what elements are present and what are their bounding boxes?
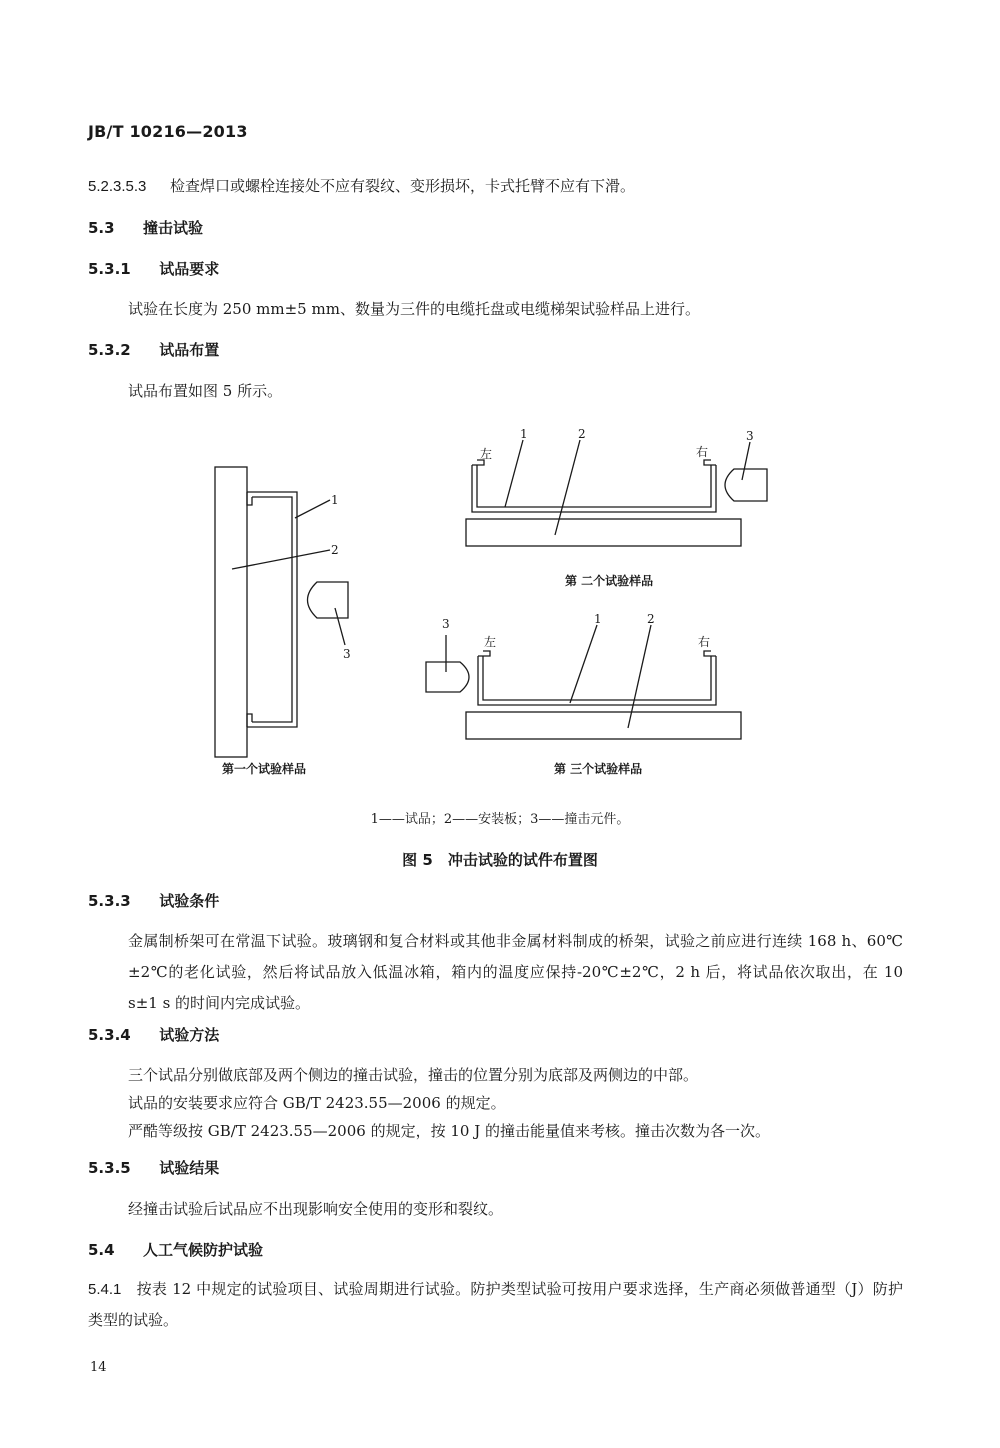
specimen-3-outer	[478, 656, 716, 705]
leader-2-2	[555, 440, 580, 535]
striker-3	[426, 662, 469, 692]
specimen-1-outer	[247, 492, 297, 727]
paragraph-5-3-3: 金属制桥架可在常温下试验。玻璃钢和复合材料或其他非金属材料制成的桥架，试验之前应进行连续 168 h、60℃±2℃的老化试验，然后将试品放入低温冰箱，箱内的温度应保持-20℃±2℃，2 h 后，将试品依次取出，在 10 s±1 s 的时间内完成试验。	[128, 932, 903, 1012]
heading-number: 5.3.5	[88, 1159, 131, 1177]
leader-1-1	[295, 500, 330, 518]
caption-first-sample: 第一个试验样品	[222, 762, 307, 776]
label-1-sample-3: 1	[594, 612, 602, 626]
label-1-sample-2: 1	[520, 427, 528, 441]
clause-5-2-3-5-3	[88, 175, 635, 196]
paragraph-5-3-5: 经撞击试验后试品应不出现影响安全使用的变形和裂纹。	[128, 1200, 504, 1218]
heading-5-3-5	[88, 1157, 219, 1178]
clause-5-4-1	[88, 1274, 903, 1336]
caption-second-sample: 第 二个试验样品	[565, 574, 654, 588]
label-left-sample-2: 左	[480, 447, 493, 461]
specimen-3-right-lip	[704, 651, 716, 656]
striker-2	[725, 469, 767, 501]
leader-3-1	[570, 625, 597, 703]
striker-1	[308, 582, 349, 618]
heading-title: 试验结果	[159, 1159, 220, 1177]
mounting-plate-2	[466, 519, 741, 546]
method-line-3: 严酷等级按 GB/T 2423.55—2006 的规定，按 10 J 的撞击能量值来考核。撞击次数为各一次。	[128, 1122, 770, 1140]
method-line-1: 三个试品分别做底部及两个侧边的撞击试验，撞击的位置分别为底部及两侧边的中部。	[128, 1066, 699, 1084]
standard-code: JB/T 10216—2013	[88, 122, 248, 141]
clause-number: 5.4.1	[88, 1281, 122, 1298]
heading-5-3-4	[88, 1024, 219, 1045]
specimen-1-bottom-lip	[247, 714, 252, 727]
label-3-sample-1: 3	[343, 647, 351, 661]
heading-title: 人工气候防护试验	[143, 1241, 264, 1259]
method-line-2: 试品的安装要求应符合 GB/T 2423.55—2006 的规定。	[128, 1094, 506, 1112]
label-2-sample-2: 2	[578, 427, 586, 441]
leader-2-1	[505, 440, 523, 507]
label-3-sample-3: 3	[442, 617, 450, 631]
label-2-sample-3: 2	[647, 612, 655, 626]
clause-text: 检查焊口或螺栓连接处不应有裂纹、变形损坏，卡式托臂不应有下滑。	[169, 177, 635, 195]
heading-number: 5.4	[88, 1241, 115, 1259]
specimen-3-inner	[483, 656, 711, 700]
specimen-3-left-lip	[478, 651, 490, 656]
page-number: 14	[90, 1360, 107, 1375]
heading-5-3-3	[88, 890, 219, 911]
figure-5	[0, 420, 1000, 800]
heading-number: 5.3.3	[88, 892, 131, 910]
paragraph-5-3-1: 试验在长度为 250 mm±5 mm、数量为三件的电缆托盘或电缆梯架试验样品上进行。	[128, 300, 700, 318]
specimen-2-right-lip	[704, 460, 716, 465]
heading-number: 5.3	[88, 219, 115, 237]
label-right-sample-3: 右	[698, 635, 711, 649]
leader-1-3	[335, 608, 345, 645]
heading-title: 撞击试验	[143, 219, 204, 237]
figure-5-drawing	[0, 420, 1000, 800]
heading-number: 5.3.2	[88, 341, 131, 359]
label-3-sample-2: 3	[746, 429, 754, 443]
specimen-2-outer	[472, 465, 716, 512]
figure-legend: 1——试品；2——安装板；3——撞击元件。	[370, 812, 630, 827]
mounting-plate-3	[466, 712, 741, 739]
heading-5-4	[88, 1239, 263, 1260]
label-2-sample-1: 2	[331, 543, 339, 557]
mounting-plate-1	[215, 467, 247, 757]
leader-2-3	[742, 442, 750, 480]
heading-number: 5.3.4	[88, 1026, 131, 1044]
heading-title: 试品布置	[159, 341, 220, 359]
heading-number: 5.3.1	[88, 260, 131, 278]
clause-number: 5.2.3.5.3	[88, 178, 147, 195]
heading-5-3-1	[88, 258, 219, 279]
heading-title: 试品要求	[159, 260, 220, 278]
label-left-sample-3: 左	[484, 635, 497, 649]
heading-title: 试验方法	[159, 1026, 220, 1044]
specimen-1-top-lip	[247, 492, 252, 505]
clause-text: 按表 12 中规定的试验项目、试验周期进行试验。防护类型试验可按用户要求选择，生产商必须做普通型（J）防护类型的试验。	[88, 1280, 903, 1329]
specimen-1-inner	[252, 497, 292, 722]
specimen-2-inner	[477, 465, 711, 507]
heading-5-3-2	[88, 339, 219, 360]
label-1-sample-1: 1	[331, 493, 339, 507]
heading-title: 试验条件	[159, 892, 220, 910]
paragraph-5-3-2: 试品布置如图 5 所示。	[128, 382, 283, 400]
label-right-sample-2: 右	[696, 445, 709, 459]
figure-title: 图 5 冲击试验的试件布置图	[402, 851, 598, 869]
caption-third-sample: 第 三个试验样品	[554, 762, 643, 776]
heading-5-3	[88, 217, 203, 238]
